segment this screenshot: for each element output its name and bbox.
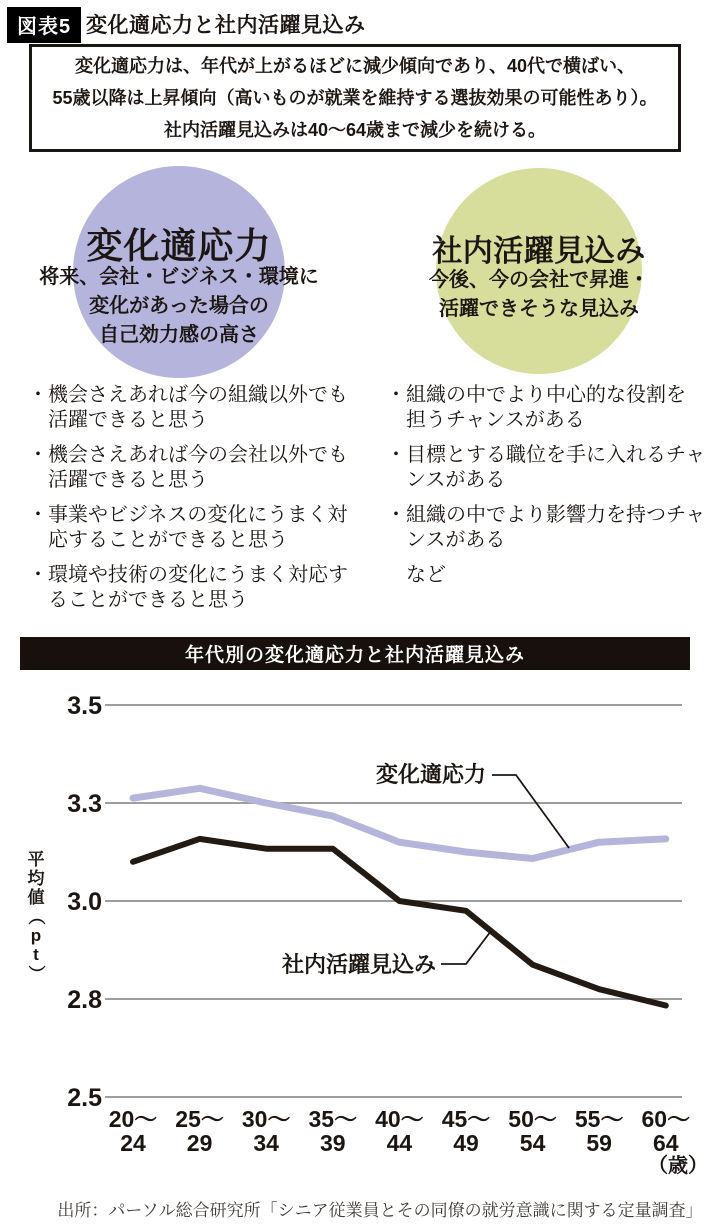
x-tick-label-line2: 49 [453,1130,479,1156]
source-note: 出所：パーソル総合研究所「シニア従業員とその同僚の就労意識に関する定量調査」 [57,1201,703,1220]
bullet-item: ・組織の中でより中心的な役割を 担うチャンスがある [386,384,686,431]
bullet-item: ・環境や技術の変化にうまく対応す ることができると思う [28,564,348,611]
y-tick-label: 3.3 [67,790,102,818]
summary-line: 社内活躍見込みは40～64歳まで減少を続ける。 [163,120,547,140]
concept-title-internal-success: 社内活躍見込み [432,235,646,268]
x-tick-label-line1: 50～ [508,1106,557,1132]
figure-number-badge: 図表5 [7,7,81,43]
series-label: 社内活躍見込み [281,952,436,977]
definition-line: 今後、今の会社で昇進・ [429,269,649,291]
x-tick-label-line2: 64 [653,1130,679,1156]
summary-box [29,44,681,152]
line-chart [20,680,710,1180]
summary-line: 55歳以降は上昇傾向（高いものが就業を維持する選抜効果の可能性あり）。 [52,88,658,108]
x-tick-label-line1: 45～ [441,1106,491,1132]
definition-line: 自己効力感の高さ [99,324,259,346]
definition-line: 変化があった場合の [89,295,269,317]
definition-line: 活躍できそうな見込み [439,298,639,320]
x-tick-label-line2: 39 [320,1130,346,1156]
x-tick-label-line2: 54 [519,1130,546,1156]
x-tick-label-line1: 60～ [641,1106,691,1132]
concept-definition-change-adaptability [19,263,339,350]
series-line-change-adaptability [133,788,666,858]
y-tick-label: 2.5 [67,1084,102,1112]
x-tick-label-line2: 59 [586,1130,612,1156]
figure-title: 変化適応力と社内活躍見込み [86,14,366,37]
series-line-internal-success [133,839,666,1006]
x-tick-label-line1: 40～ [375,1106,424,1132]
definition-line: 将来、会社・ビジネス・環境に [39,266,319,288]
x-tick-label-line1: 20～ [108,1106,158,1132]
series-label-pointer [492,775,569,848]
x-tick-label-line1: 30～ [241,1106,291,1132]
bullet-list-change-adaptability [28,383,376,623]
x-tick-label-line1: 25～ [175,1106,224,1132]
chart-title-bar: 年代別の変化適応力と社内活躍見込み [20,637,690,670]
y-tick-label: 2.8 [67,986,102,1014]
bullet-item: など [386,564,446,586]
bullet-item: ・事業やビジネスの変化にうまく対 応することができると思う [28,504,348,551]
series-label-pointer [441,931,491,964]
bullet-item: ・機会さえあれば今の組織以外でも 活躍できると思う [28,384,348,431]
x-tick-label-line1: 55～ [574,1106,624,1132]
y-tick-label: 3.5 [67,692,102,720]
x-tick-label-line2: 34 [253,1130,279,1156]
series-label: 変化適応力 [375,762,486,787]
summary-line: 変化適応力は、年代が上がるほどに減少傾向であり、40代で横ばい、 [74,56,636,76]
x-tick-label-line2: 44 [386,1130,413,1156]
concept-definition-internal-success [389,266,689,324]
x-tick-label-line2: 24 [120,1130,146,1156]
bullet-item: ・機会さえあれば今の会社以外でも 活躍できると思う [28,444,348,491]
bullet-list-internal-success [386,383,710,598]
x-axis-unit: （歳） [648,1155,708,1177]
y-axis-label: 平 均 値 （ p t ） [26,850,46,982]
x-tick-label-line2: 29 [186,1130,213,1156]
bullet-item: ・目標とする職位を手に入れるチャ ンスがある [386,444,706,491]
x-tick-label-line1: 35～ [308,1106,358,1132]
y-tick-label: 3.0 [67,888,102,916]
bullet-item: ・組織の中でより影響力を持つチャ ンスがある [386,504,706,551]
concept-title-change-adaptability: 変化適応力 [86,225,272,266]
